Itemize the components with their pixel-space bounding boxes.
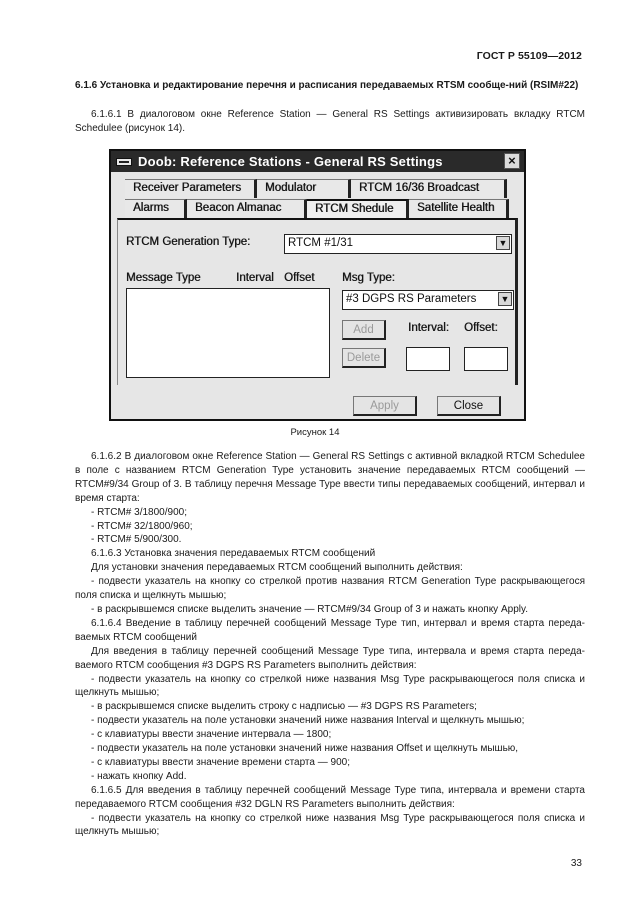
- paragraph: - подвести указатель на кнопку со стрелкой ниже названия Msg Type раскрывающегося поля списка и щелкнуть мышью;: [75, 812, 585, 838]
- chevron-down-icon[interactable]: ▼: [498, 292, 512, 306]
- paragraph: - RTCM# 5/900/300.: [91, 534, 182, 546]
- tab-panel-rtcm-shedule: [117, 218, 518, 385]
- intro-text: 6.1.6.1 В диалоговом окне Reference Station — General RS Settings активизировать вкладку RTCM Schedulee (рисунок 14).: [75, 109, 585, 134]
- rtcm-generation-type-label: RTCM Generation Type:: [126, 236, 251, 248]
- message-type-column-header: Message Type: [126, 272, 201, 284]
- tab-modulator[interactable]: Modulator: [257, 179, 351, 198]
- paragraph: 6.1.6.2 В диалоговом окне Reference Station — General RS Settings с активной вкладкой RTCM Schedulee в поле с названием RTCM Generation Type установить значение передаваемых RTCM сообщений — RTCM#9/34 Group of 3. В таблицу перечня Message Type ввести типы передаваемых сообщений, интервал и время старта:: [75, 451, 585, 504]
- apply-button[interactable]: Apply: [353, 396, 417, 416]
- rtcm-generation-type-dropdown[interactable]: [284, 234, 512, 254]
- msg-type-dropdown[interactable]: [342, 290, 514, 310]
- paragraph: - с клавиатуры ввести значение интервала — 1800;: [91, 729, 332, 741]
- general-rs-settings-dialog: [109, 149, 526, 421]
- close-icon[interactable]: ×: [504, 153, 520, 169]
- paragraph: 6.1.6.5 Для введения в таблицу перечней сообщений Message Type типа, интервала и времени старта передаваемого RTCM сообщения #32 DGLN RS Parameters выполнить действия:: [75, 784, 585, 810]
- paragraph: - подвести указатель на поле установки значений ниже названия Offset и щелкнуть мышью,: [91, 743, 519, 755]
- tab-satellite-health[interactable]: Satellite Health: [409, 199, 509, 218]
- offset-field[interactable]: [464, 347, 508, 371]
- paragraph: - RTCM# 3/1800/900;: [91, 506, 187, 518]
- paragraph: - подвести указатель на кнопку со стрелкой ниже названия Msg Type раскрывающегося поля списка и щелкнуть мышью;: [75, 673, 585, 699]
- dialog-titlebar: [111, 151, 524, 172]
- system-menu-icon[interactable]: [116, 158, 132, 166]
- tab-rtcm-shedule[interactable]: RTCM Shedule: [307, 199, 409, 218]
- close-button[interactable]: Close: [437, 396, 501, 416]
- chevron-down-icon[interactable]: ▼: [496, 236, 510, 250]
- standard-code: ГОСТ Р 55109—2012: [476, 50, 582, 62]
- paragraph: - с клавиатуры ввести значение времени старта — 900;: [91, 756, 350, 768]
- figure-caption: Рисунок 14: [290, 427, 340, 438]
- paragraph: Для введения в таблицу перечней сообщений Message Type типа, интервала и время старта переда-ваемого RTCM сообщения #3 DGPS RS Parameters выполнить действия:: [75, 645, 585, 671]
- msg-type-value: #3 DGPS RS Parameters: [346, 293, 477, 305]
- interval-label: Interval:: [408, 322, 449, 334]
- interval-column-header: Interval: [236, 272, 274, 284]
- dialog-title: Doob: Reference Stations - General RS Settings: [138, 154, 443, 169]
- paragraph: - в раскрывшемся списке выделить строку с надписью — #3 DGPS RS Parameters;: [91, 701, 477, 713]
- tab-beacon-almanac[interactable]: Beacon Almanac: [187, 199, 307, 218]
- paragraph: Для установки значения передаваемых RTCM сообщений выполнить действия:: [91, 562, 463, 574]
- add-button[interactable]: Add: [342, 320, 386, 340]
- tab-rtcm-16-36-broadcast[interactable]: RTCM 16/36 Broadcast: [351, 179, 507, 198]
- paragraph: - нажать кнопку Add.: [91, 770, 187, 782]
- paragraph: - RTCM# 32/1800/960;: [91, 520, 193, 532]
- section-heading: 6.1.6 Установка и редактирование перечня и расписания передаваемых RTSM сообще-ний (RSIM#22): [75, 80, 579, 91]
- tab-alarms[interactable]: Alarms: [125, 199, 187, 218]
- page-number: 33: [570, 858, 582, 869]
- tab-receiver-parameters[interactable]: Receiver Parameters: [125, 179, 257, 198]
- tab-row-2: [125, 199, 510, 218]
- msg-type-label: Msg Type:: [342, 272, 395, 284]
- paragraph: - подвести указатель на кнопку со стрелкой против названия RTCM Generation Type раскрывающегося поля списка и щелкнуть мышью;: [75, 576, 585, 602]
- section-intro: [75, 108, 585, 136]
- paragraph: 6.1.6.3 Установка значения передаваемых RTCM сообщений: [91, 548, 376, 560]
- offset-label: Offset:: [464, 322, 498, 334]
- interval-field[interactable]: [406, 347, 450, 371]
- delete-button[interactable]: Delete: [342, 348, 386, 368]
- paragraph: 6.1.6.4 Введение в таблицу перечней сообщений Message Type тип, интервал и время старта переда-ваемых RTCM сообщений: [75, 617, 585, 643]
- message-type-list[interactable]: [126, 288, 330, 378]
- body-text: [75, 450, 585, 839]
- paragraph: - подвести указатель на поле установки значений ниже названия Interval и щелкнуть мышью;: [91, 715, 525, 727]
- offset-column-header: Offset: [284, 272, 315, 284]
- rtcm-generation-type-value: RTCM #1/31: [288, 237, 353, 249]
- tab-row-1: [125, 179, 510, 198]
- paragraph: - в раскрывшемся списке выделить значение — RTCM#9/34 Group of 3 и нажать кнопку Apply.: [91, 603, 529, 615]
